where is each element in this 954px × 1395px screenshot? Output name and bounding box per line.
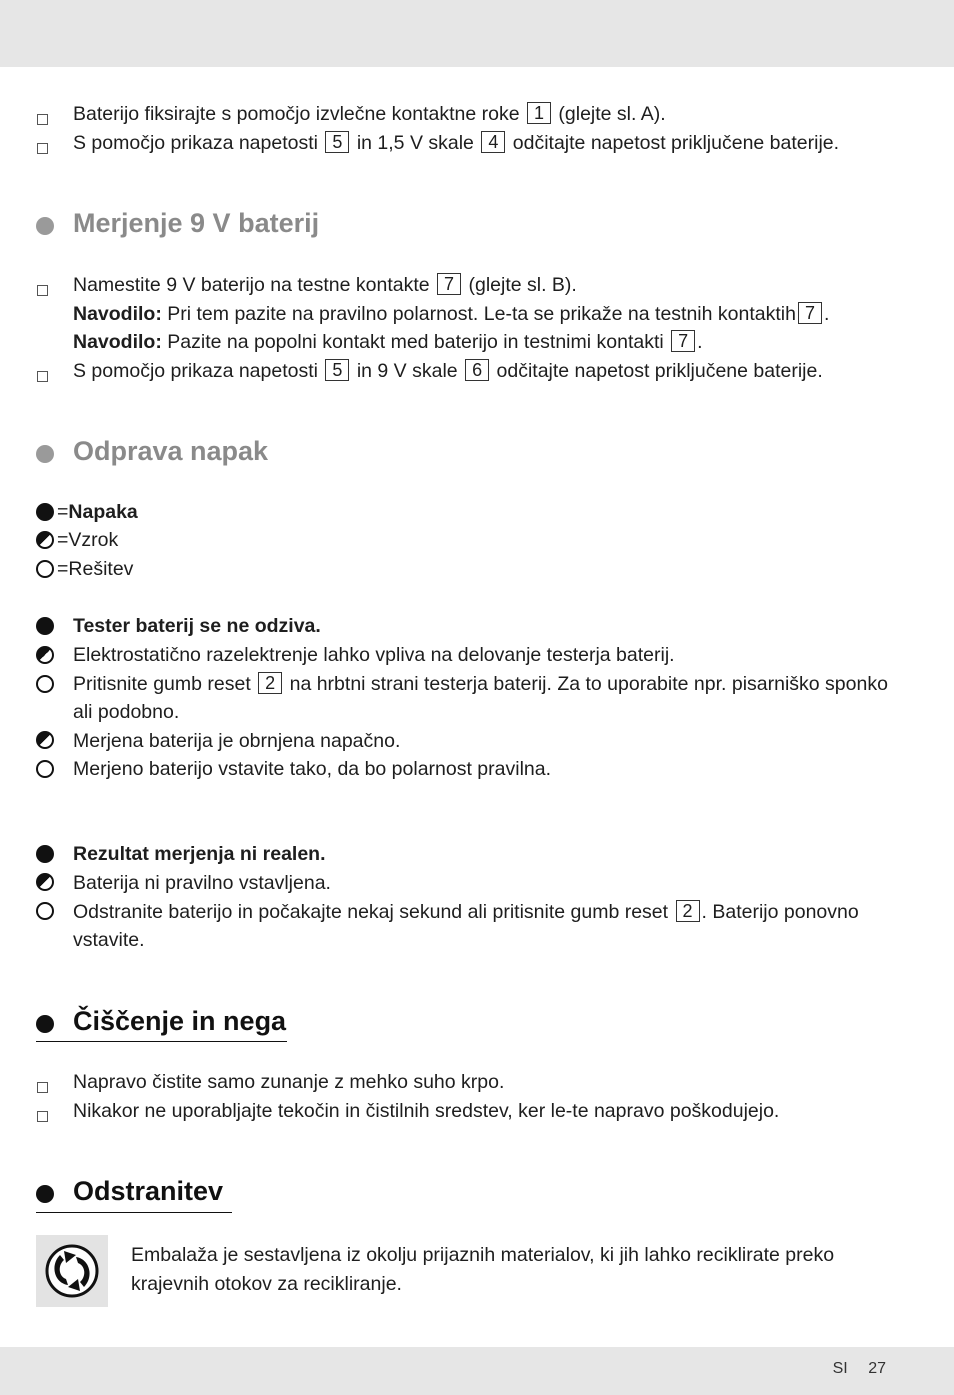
ref-number-box: 7 <box>437 273 461 295</box>
cause-text: Baterija ni pravilno vstavljena. <box>73 872 331 894</box>
note-label: Navodilo: <box>73 303 162 325</box>
ref-number-box: 1 <box>527 102 551 124</box>
text: = <box>57 558 69 580</box>
solution-symbol-icon <box>36 760 54 778</box>
page-footer <box>817 1360 886 1378</box>
text: na hrbtni strani testerja baterij. Za to uporabite npr. pisarniško sponko <box>289 673 888 695</box>
text: S pomočjo prikaza napetosti <box>73 360 318 382</box>
error-symbol-icon <box>36 503 54 521</box>
cause-symbol-icon <box>36 531 54 549</box>
text: Embalaža je sestavljena iz okolju prijaznih materialov, ki jih lahko reciklirate preko <box>131 1244 835 1266</box>
cause-text: Elektrostatično razelektrenje lahko vpliva na delovanje testerja baterij. <box>73 644 675 666</box>
cause-symbol-icon <box>36 646 54 664</box>
legend-solution <box>57 557 133 581</box>
checkbox-bullet <box>37 1082 48 1093</box>
green-dot-recycle-icon <box>36 1235 108 1307</box>
solution-text-cont: ali podobno. <box>73 701 180 723</box>
text: . <box>697 331 703 353</box>
page-number: 27 <box>868 1360 886 1377</box>
section1-line-2 <box>73 359 823 383</box>
text: in 9 V skale <box>356 360 458 382</box>
text: . <box>823 303 830 325</box>
section-bullet-icon <box>36 217 54 235</box>
section-heading: Odprava napak <box>73 436 269 466</box>
text: Namestite 9 V baterijo na testne kontakte <box>73 274 430 296</box>
section-bullet-icon <box>36 445 54 463</box>
text: Vzrok <box>68 529 119 551</box>
text: Pazite na popolni kontakt med baterijo in testnimi kontakti <box>167 331 664 353</box>
text: . Baterijo ponovno <box>701 901 859 923</box>
ref-number-box: 5 <box>325 359 349 381</box>
legend-error <box>57 500 138 524</box>
text: krajevnih otokov za recikliranje. <box>131 1273 402 1295</box>
intro-line-1 <box>73 102 666 126</box>
section1-line-1 <box>73 273 577 297</box>
ref-number-box: 5 <box>325 131 349 153</box>
intro-line-2 <box>73 131 839 155</box>
section-bullet-icon <box>36 1015 54 1033</box>
bottom-band <box>0 1347 954 1395</box>
disposal-text <box>131 1241 834 1299</box>
text: = <box>57 529 69 551</box>
solution-symbol-icon <box>36 675 54 693</box>
checkbox-bullet <box>37 143 48 154</box>
text: Rešitev <box>68 558 134 580</box>
text: (glejte sl. B). <box>468 274 577 296</box>
solution-symbol-icon <box>36 560 54 578</box>
ref-number-box: 6 <box>465 359 489 381</box>
text: = <box>57 501 69 523</box>
top-band <box>0 0 954 67</box>
problem-title: Tester baterij se ne odziva. <box>73 615 321 637</box>
solution-symbol-icon <box>36 902 54 920</box>
cause-symbol-icon <box>36 873 54 891</box>
heading-underline <box>36 1041 287 1042</box>
section1-note-1 <box>73 302 829 326</box>
section1-note-2 <box>73 330 703 354</box>
legend-cause <box>57 528 118 552</box>
text: Napaka <box>68 501 138 523</box>
section-heading: Merjenje 9 V baterij <box>73 208 320 238</box>
section-bullet-icon <box>36 1185 54 1203</box>
text: S pomočjo prikaza napetosti <box>73 132 318 154</box>
section-heading: Odstranitev <box>73 1176 224 1206</box>
error-symbol-icon <box>36 617 54 635</box>
text: odčitajte napetost priključene baterije. <box>512 132 840 154</box>
error-symbol-icon <box>36 845 54 863</box>
ref-number-box: 7 <box>671 330 695 352</box>
text: Pritisnite gumb reset <box>73 673 251 695</box>
ref-number-box: 2 <box>258 672 282 694</box>
checkbox-bullet <box>37 371 48 382</box>
cleaning-text: Napravo čistite samo zunanje z mehko suho krpo. <box>73 1071 505 1093</box>
checkbox-bullet <box>37 1111 48 1122</box>
cause-symbol-icon <box>36 731 54 749</box>
note-label: Navodilo: <box>73 331 162 353</box>
section-heading: Čiščenje in nega <box>73 1006 287 1036</box>
checkbox-bullet <box>37 114 48 125</box>
text: Odstranite baterijo in počakajte nekaj sekund ali pritisnite gumb reset <box>73 901 669 923</box>
text: Pri tem pazite na pravilno polarnost. Le-ta se prikaže na testnih kontaktih <box>167 303 796 325</box>
text: Baterijo fiksirajte s pomočjo izvlečne kontaktne roke <box>73 103 520 125</box>
cleaning-text: Nikakor ne uporabljajte tekočin in čistilnih sredstev, ker le-te napravo poškodujejo. <box>73 1100 780 1122</box>
solution-text-cont: vstavite. <box>73 929 145 951</box>
text: in 1,5 V skale <box>356 132 474 154</box>
ref-number-box: 4 <box>481 131 505 153</box>
ref-number-box: 2 <box>676 900 700 922</box>
heading-underline <box>36 1212 232 1213</box>
text: (glejte sl. A). <box>558 103 666 125</box>
language-code: SI <box>832 1360 848 1377</box>
solution-text <box>73 672 888 696</box>
cause-text: Merjena baterija je obrnjena napačno. <box>73 730 401 752</box>
problem-title: Rezultat merjenja ni realen. <box>73 843 326 865</box>
checkbox-bullet <box>37 285 48 296</box>
text: odčitajte napetost priključene baterije. <box>496 360 823 382</box>
ref-number-box: 7 <box>798 302 822 324</box>
solution-text: Merjeno baterijo vstavite tako, da bo polarnost pravilna. <box>73 758 552 780</box>
solution-text <box>73 900 859 924</box>
